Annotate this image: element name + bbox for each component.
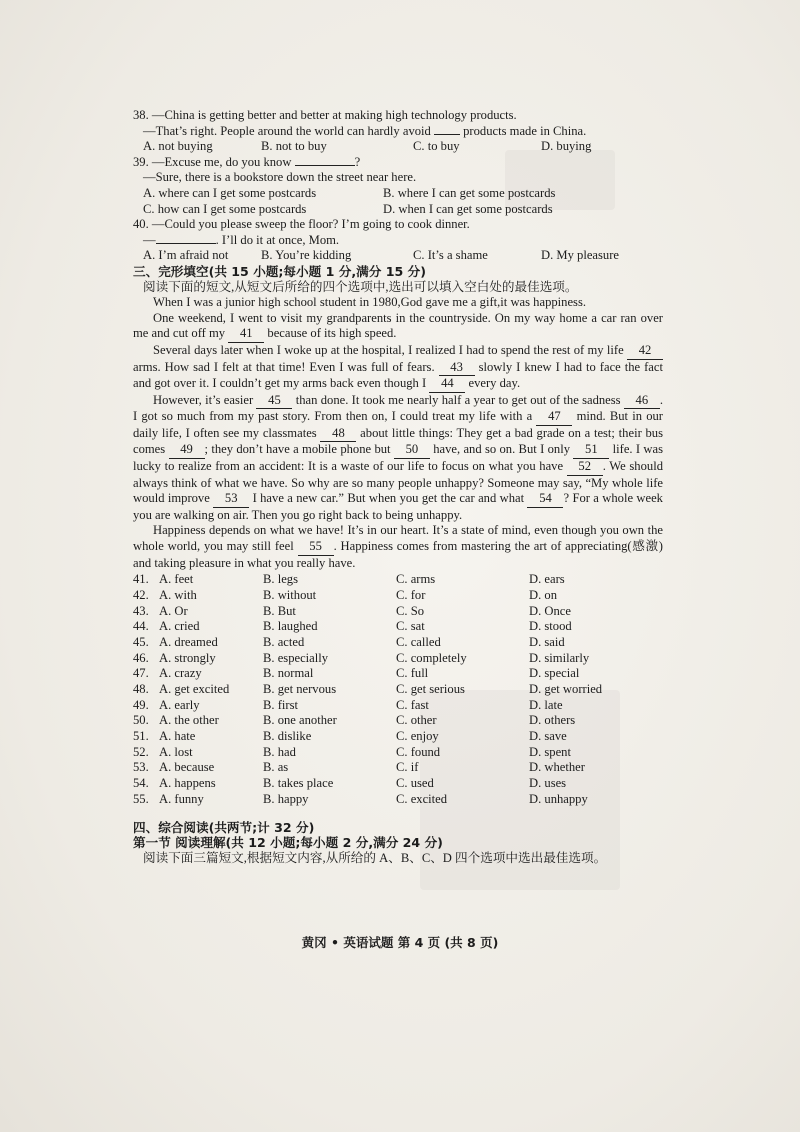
cloze-blank-47: 47 [536,409,572,426]
cloze-option-row [133,776,663,792]
cloze-option-b: B. had [263,744,296,759]
cloze-option-row [133,588,663,604]
cloze-blank-44: 44 [429,376,465,393]
q40-options [133,248,663,264]
q40-reply: — . I’ll do it at once, Mom. [143,232,340,247]
cloze-option-b: B. laughed [263,619,318,634]
cloze-option-a: A. dreamed [159,634,218,649]
cloze-option-a: A. crazy [159,666,202,681]
cloze-option-d: D. ears [529,572,565,587]
cloze-option-number: 53. [133,760,149,775]
q38-option-c: C. to buy [413,139,460,154]
cloze-option-a: A. lost [159,744,193,759]
cloze-option-d: D. on [529,587,557,602]
cloze-option-a: A. feet [159,572,194,587]
q38-options [133,139,663,155]
cloze-option-b: B. takes place [263,776,334,791]
cloze-paragraph-4: However, it’s easier 45 than done. It took me nearly half a year to get out of the sadness 46 . I got so much from my past story. From then on, I could treat my life with a 47 mind. But in our daily life, I often see my classmates 48 about little things: They get a bad grade on a test; their bus comes 49 ; they don’t have a mobile phone but 50 have, and so on. But I only 51 life. I was lucky to realize from an accident: It is a waste of our life to focus on what you have 52 . We should always think of what we have. So why are so many people unhappy? Someone may say, “My whole life would improve 53 I have a new car.” But when you get the car and what 54 ? For a whole week you are walking on air. Then you go right back to being unhappy. [133,392,664,522]
cloze-option-c: C. So [396,603,424,618]
section4-subtitle: 第一节 阅读理解(共 12 小题;每小题 2 分,满分 24 分) [133,835,443,851]
cloze-option-number: 42. [133,587,149,602]
cloze-option-b: B. get nervous [263,682,337,697]
cloze-option-row [133,745,663,761]
cloze-blank-42: 42 [627,343,663,360]
cloze-option-number: 50. [133,713,149,728]
cloze-option-row [133,635,663,651]
q40-blank [156,243,216,244]
q38-stem: 38. —China is getting better and better at making high technology products. [133,108,517,122]
cloze-option-b: B. without [263,587,317,602]
cloze-option-d: D. others [529,713,576,728]
cloze-option-number: 45. [133,634,149,649]
q40-option-d: D. My pleasure [541,248,619,263]
q39-option-a: A. where can I get some postcards [143,185,317,200]
cloze-blank-49: 49 [169,442,205,459]
cloze-blank-51: 51 [573,442,609,459]
cloze-option-number: 48. [133,682,149,697]
cloze-option-c: C. if [396,760,419,775]
cloze-option-b: B. But [263,603,296,618]
cloze-option-d: D. uses [529,776,567,791]
cloze-paragraph-1: When I was a junior high school student in 1980,God gave me a gift,it was happiness. [153,295,587,310]
cloze-option-c: C. completely [396,650,467,665]
q38-option-a: A. not buying [143,139,213,154]
cloze-option-d: D. special [529,666,580,681]
cloze-option-row [133,760,663,776]
q39-reply: —Sure, there is a bookstore down the street near here. [143,170,417,185]
cloze-options-list [133,572,663,807]
q39-option-b: B. where I can get some postcards [383,185,556,200]
page-footer: 黄冈 • 英语试题 第 4 页 (共 8 页) [301,935,499,950]
cloze-option-a: A. with [159,587,197,602]
cloze-option-c: C. arms [396,572,436,587]
cloze-option-c: C. found [396,744,441,759]
cloze-option-b: B. legs [263,572,298,587]
cloze-option-number: 54. [133,776,149,791]
cloze-option-d: D. late [529,697,563,712]
section4-instruction: 阅读下面三篇短文,根据短文内容,从所给的 A、B、C、D 四个选项中选出最佳选项。 [143,850,607,865]
cloze-option-c: C. fast [396,697,429,712]
cloze-option-b: B. normal [263,666,314,681]
cloze-option-a: A. early [159,697,200,712]
cloze-option-row [133,729,663,745]
cloze-option-number: 43. [133,603,149,618]
cloze-option-b: B. happy [263,791,309,806]
cloze-option-c: C. sat [396,619,425,634]
cloze-option-d: D. get worried [529,682,603,697]
cloze-option-number: 41. [133,572,149,587]
q39-options-row1 [133,186,663,202]
cloze-option-d: D. similarly [529,650,590,665]
cloze-option-number: 55. [133,791,149,806]
cloze-option-c: C. excited [396,791,448,806]
cloze-option-a: A. cried [159,619,200,634]
cloze-blank-41: 41 [228,326,264,343]
section3-title: 三、完形填空(共 15 小题;每小题 1 分,满分 15 分) [133,263,426,279]
cloze-option-number: 44. [133,619,149,634]
cloze-option-row [133,713,663,729]
q39-option-d: D. when I can get some postcards [383,201,553,216]
cloze-option-row [133,604,663,620]
cloze-option-b: B. one another [263,713,337,728]
cloze-option-a: A. because [159,760,215,775]
cloze-option-c: C. called [396,634,441,649]
cloze-option-number: 46. [133,650,149,665]
cloze-option-row [133,619,663,635]
q38-reply: —That’s right. People around the world can hardly avoid products made in China. [143,123,587,138]
cloze-option-d: D. spent [529,744,571,759]
cloze-option-b: B. as [263,760,289,775]
cloze-blank-53: 53 [213,491,249,508]
cloze-option-c: C. used [396,776,434,791]
cloze-option-number: 47. [133,666,149,681]
cloze-option-a: A. strongly [159,650,216,665]
cloze-option-b: B. acted [263,634,305,649]
cloze-option-c: C. enjoy [396,729,439,744]
cloze-blank-50: 50 [394,442,430,459]
cloze-option-row [133,572,663,588]
cloze-paragraph-3: Several days later when I woke up at the hospital, I realized I had to spend the rest of my life 42 arms. How sad I felt at that time! Even I was full of fears. 43 slowly I knew I had to face the fact and got over it. I couldn’t get my arms back even though I 44 every day. [133,343,663,393]
section3-instruction: 阅读下面的短文,从短文后所给的四个选项中,选出可以填入空白处的最佳选项。 [143,279,578,294]
cloze-option-d: D. save [529,729,567,744]
cloze-blank-43: 43 [439,360,475,377]
cloze-blank-46: 46 [624,393,660,410]
cloze-option-d: D. unhappy [529,791,588,806]
q38-option-d: D. buying [541,139,592,154]
cloze-option-b: B. dislike [263,729,312,744]
section4-title: 四、综合阅读(共两节;计 32 分) [133,819,315,835]
cloze-option-d: D. said [529,634,565,649]
cloze-option-d: D. Once [529,603,571,618]
cloze-option-row [133,666,663,682]
cloze-paragraph-5: Happiness depends on what we have! It’s in our heart. It’s a state of mind, even though you own the whole world, you may still feel 55 . Happiness comes from mastering the art of appreciating(感激) and taking pleasure in what you really have. [133,523,664,570]
q39-blank [295,165,355,166]
cloze-option-c: C. get serious [396,682,465,697]
cloze-option-number: 52. [133,744,149,759]
exam-content [133,108,663,866]
q39-stem: 39. —Excuse me, do you know ? [133,154,361,169]
cloze-option-a: A. happens [159,776,216,791]
cloze-option-a: A. the other [159,713,219,728]
cloze-option-a: A. funny [159,791,204,806]
section4 [133,820,663,867]
q39-options-row2 [133,202,663,218]
cloze-option-row [133,682,663,698]
cloze-blank-54: 54 [527,491,563,508]
cloze-option-c: C. full [396,666,429,681]
cloze-option-b: B. first [263,697,298,712]
cloze-option-d: D. whether [529,760,585,775]
cloze-option-row [133,792,663,808]
cloze-blank-52: 52 [567,459,603,476]
cloze-option-a: A. hate [159,729,196,744]
cloze-option-c: C. for [396,587,426,602]
q39-option-c: C. how can I get some postcards [143,201,307,216]
q38-blank [434,134,460,135]
cloze-option-d: D. stood [529,619,572,634]
q38-option-b: B. not to buy [261,139,327,154]
cloze-option-a: A. Or [159,603,188,618]
cloze-blank-45: 45 [256,393,292,410]
cloze-option-b: B. especially [263,650,329,665]
cloze-option-number: 51. [133,729,149,744]
cloze-blank-48: 48 [320,426,356,443]
cloze-option-row [133,698,663,714]
q40-option-c: C. It’s a shame [413,248,488,263]
cloze-option-a: A. get excited [159,682,230,697]
q40-option-b: B. You’re kidding [261,248,352,263]
cloze-option-row [133,651,663,667]
cloze-paragraph-2: One weekend, I went to visit my grandparents in the countryside. On my way home a car ran over me and cut off my 41 because of its high speed. [133,311,663,343]
q40-stem: 40. —Could you please sweep the floor? I’m going to cook dinner. [133,217,470,232]
cloze-option-number: 49. [133,697,149,712]
q40-option-a: A. I’m afraid not [143,248,229,263]
cloze-blank-55: 55 [298,539,334,556]
cloze-option-c: C. other [396,713,437,728]
